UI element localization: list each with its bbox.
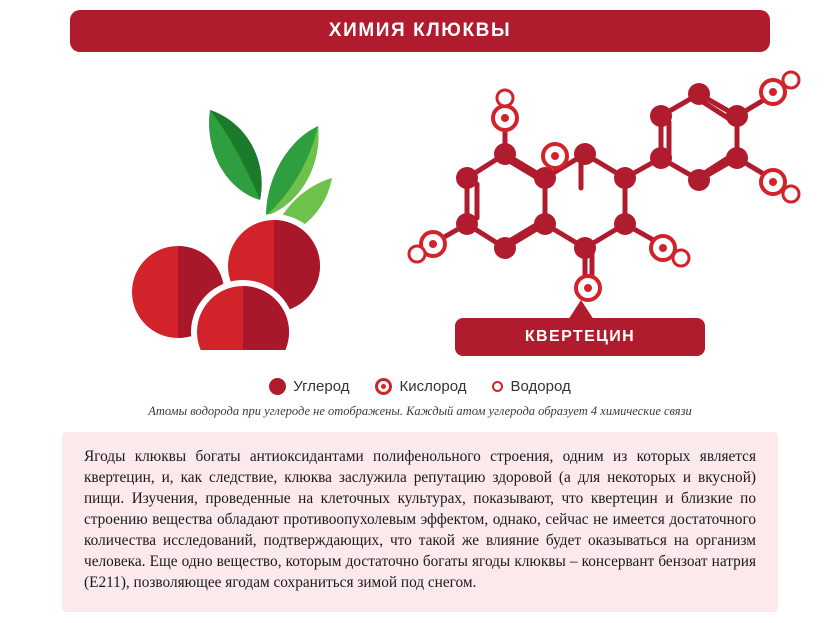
quercetin-label-banner (455, 318, 705, 356)
header-banner (70, 10, 770, 52)
description-text: Ягоды клюквы богаты антиоксидантами полифенольного строения, одним из которых является квертецин, и, как следствие, клюква заслужила репутацию здоровой (а для некоторых и вкусной) пищи. Изучения, проведенные на клеточных культурах, показывают, что квертецин и близкие по строению вещества обладают противоопухолевым эффектом, однако, сейчас не имеется достаточного количества исследований, подтверждающих, что такой же влияние будет оказываться на организм человека. Еще одно вещество, которым достаточно богаты ягоды клюквы – консервант бензоат натрия (Е211), позволяющее ягодам сохраниться зимой под снегом. (84, 448, 756, 591)
legend-label-oxygen: Кислород (399, 378, 467, 395)
quercetin-molecule-diagram (395, 62, 815, 322)
legend (0, 378, 840, 395)
molecule-footnote: Атомы водорода при углероде не отображены. Каждый атом углерода образует 4 химические связи (148, 404, 692, 418)
quercetin-label: КВЕРТЕЦИН (524, 328, 636, 345)
hydrogen-dot-icon (492, 381, 503, 392)
legend-item-oxygen (375, 378, 466, 395)
legend-item-carbon (269, 378, 349, 395)
description-panel (62, 432, 778, 612)
legend-item-hydrogen (492, 378, 570, 395)
quercetin-pointer-arrow (568, 300, 594, 320)
oxygen-dot-icon (375, 378, 392, 395)
berry-group (126, 214, 326, 350)
legend-label-hydrogen: Водород (510, 378, 571, 395)
cranberry-illustration (60, 70, 380, 350)
legend-label-carbon: Углерод (293, 378, 350, 395)
page-title: ХИМИЯ КЛЮКВЫ (328, 20, 512, 41)
carbon-dot-icon (269, 378, 286, 395)
